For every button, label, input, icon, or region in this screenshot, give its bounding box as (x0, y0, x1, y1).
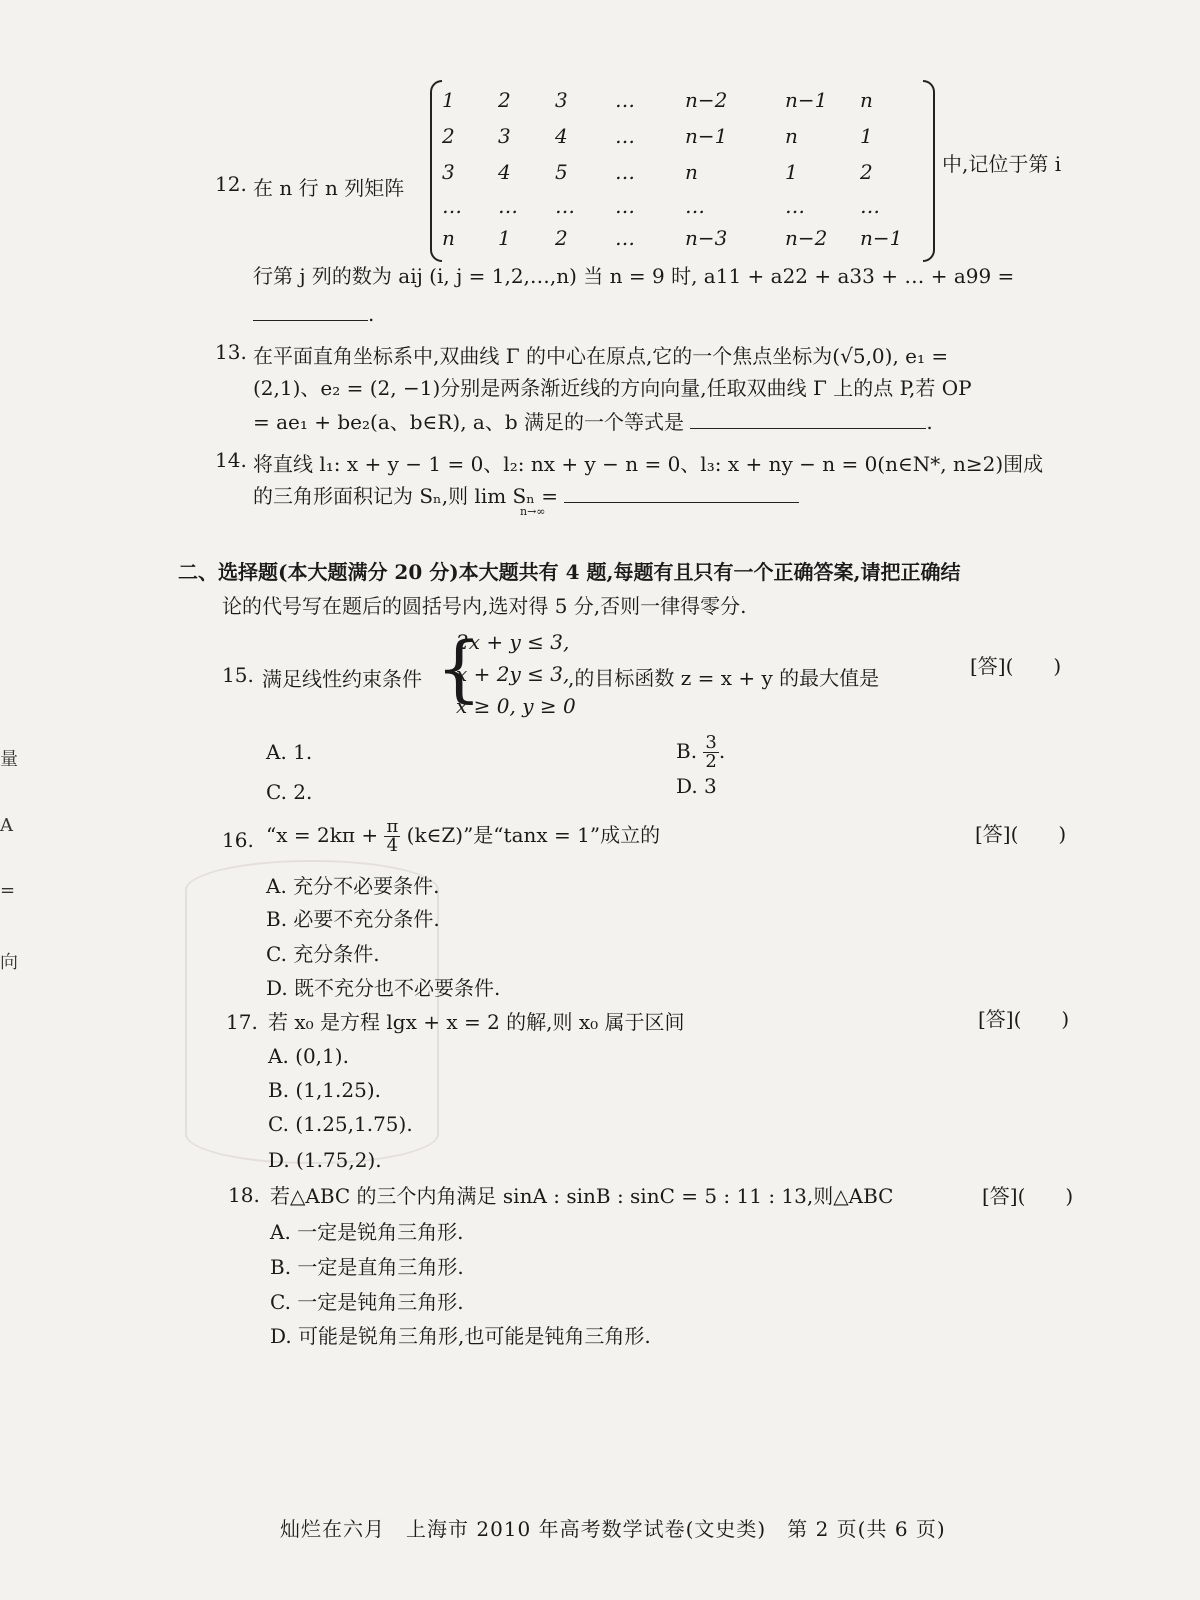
matrix-cell: 2 (442, 124, 455, 148)
matrix-cell: … (442, 194, 462, 218)
matrix-cell: n (442, 226, 455, 250)
matrix-cell: n−1 (785, 88, 828, 112)
matrix-cell: … (615, 226, 635, 250)
q15-prefix: 满足线性约束条件 (262, 667, 422, 691)
q16-option-c[interactable]: C. 充分条件. (266, 942, 380, 966)
q13-line2: (2,1)、e₂ = (2, −1)分别是两条渐近线的方向向量,任取双曲线 Γ 上的点 P,若 OP (253, 376, 972, 400)
q15-answer-slot[interactable]: [答]( ) (970, 654, 1062, 678)
matrix-cell: 4 (555, 124, 568, 148)
q18-option-c[interactable]: C. 一定是钝角三角形. (270, 1290, 464, 1314)
q13-line3-text: = ae₁ + be₂(a、b∈R), a、b 满足的一个等式是 (253, 410, 685, 434)
q14-number: 14. (215, 448, 247, 472)
matrix-cell: … (615, 194, 635, 218)
q16-option-a[interactable]: A. 充分不必要条件. (266, 874, 440, 898)
fraction-numerator: π (386, 816, 399, 837)
q16-post: (k∈Z)”是“tanx = 1”成立的 (406, 823, 661, 847)
matrix-left-bracket (430, 80, 442, 262)
q15-number: 15. (222, 663, 254, 687)
q15-option-b[interactable] (676, 734, 725, 771)
margin-char: = (0, 880, 16, 901)
q15-option-b-fraction (703, 734, 718, 771)
q17-number: 17. (226, 1010, 258, 1034)
matrix-cell: n−1 (685, 124, 728, 148)
q12-number: 12. (215, 172, 247, 196)
q17-option-d[interactable]: D. (1.75,2). (268, 1148, 382, 1172)
margin-char: A (0, 815, 13, 836)
bleed-through-text (210, 88, 227, 113)
q15-suffix: ,的目标函数 z = x + y 的最大值是 (568, 666, 880, 690)
q18-number: 18. (228, 1183, 260, 1207)
q18-option-d[interactable]: D. 可能是锐角三角形,也可能是钝角三角形. (270, 1324, 651, 1348)
fraction-numerator: 3 (705, 732, 717, 753)
q18-option-b[interactable]: B. 一定是直角三角形. (270, 1255, 464, 1279)
q12-matrix (430, 80, 935, 260)
q13-answer-blank[interactable] (690, 408, 926, 429)
matrix-cell: n−2 (785, 226, 828, 250)
matrix-cell: n (685, 160, 698, 184)
matrix-right-bracket (923, 80, 935, 262)
q17-option-a[interactable]: A. (0,1). (268, 1044, 349, 1068)
matrix-cell: … (615, 124, 635, 148)
q17-option-b[interactable]: B. (1,1.25). (268, 1078, 381, 1102)
matrix-cell: n−1 (860, 226, 903, 250)
q16-text (266, 818, 660, 855)
q14-answer-blank[interactable] (564, 482, 799, 503)
matrix-cell: 1 (498, 226, 511, 250)
matrix-cell: n (785, 124, 798, 148)
q16-option-d[interactable]: D. 既不充分也不必要条件. (266, 976, 501, 1000)
matrix-cell: … (615, 88, 635, 112)
q15-brace: { (436, 626, 482, 710)
matrix-cell: … (860, 194, 880, 218)
q14-line1: 将直线 l₁: x + y − 1 = 0、l₂: nx + y − n = 0、l₃: x + ny − n = 0(n∈N*, n≥2)围成 (253, 452, 1044, 476)
q12-line2: 行第 j 列的数为 aij (i, j = 1,2,…,n) 当 n = 9 时, a11 + a22 + a33 + … + a99 = (253, 264, 1015, 288)
q17-text: 若 x₀ 是方程 lgx + x = 2 的解,则 x₀ 属于区间 (268, 1010, 685, 1034)
matrix-cell: 1 (785, 160, 798, 184)
fraction-denominator: 4 (386, 835, 399, 856)
matrix-cell: 2 (498, 88, 511, 112)
matrix-cell: … (785, 194, 805, 218)
matrix-cell: … (555, 194, 575, 218)
q12-end: . (368, 302, 375, 326)
matrix-cell: … (498, 194, 518, 218)
q18-option-a[interactable]: A. 一定是锐角三角形. (270, 1220, 464, 1244)
q15-option-c[interactable]: C. 2. (266, 780, 313, 804)
q16-option-b[interactable]: B. 必要不充分条件. (266, 907, 440, 931)
matrix-cell: 3 (498, 124, 511, 148)
margin-char: 向 (0, 952, 18, 973)
q15-option-a[interactable]: A. 1. (266, 740, 313, 764)
q13-line1: 在平面直角坐标系中,双曲线 Γ 的中心在原点,它的一个焦点坐标为(√5,0), e₁ = (253, 344, 949, 368)
q16-fraction (384, 818, 400, 855)
matrix-cell: 3 (442, 160, 455, 184)
matrix-cell: … (615, 160, 635, 184)
q15-option-b-label: B. (676, 739, 698, 763)
matrix-cell: 2 (555, 226, 568, 250)
matrix-cell: n (860, 88, 873, 112)
q12-suffix: 中,记位于第 i (942, 152, 1062, 176)
q15-constraint-1: 2x + y ≤ 3, (456, 630, 570, 654)
page-footer: 灿烂在六月 上海市 2010 年高考数学试卷(文史类) 第 2 页(共 6 页) (280, 1517, 946, 1541)
q12-answer-blank[interactable] (253, 300, 374, 326)
q15-option-d[interactable]: D. 3 (676, 774, 717, 798)
matrix-cell: 3 (555, 88, 568, 112)
q16-pre: “x = 2kπ + (266, 823, 379, 847)
q13-number: 13. (215, 340, 247, 364)
section2-line1: 二、选择题(本大题满分 20 分)本大题共有 4 题,每题有且只有一个正确答案,请把正确结 (178, 560, 961, 584)
matrix-cell: 5 (555, 160, 568, 184)
margin-char: 量 (0, 749, 18, 770)
q15-constraint-2: x + 2y ≤ 3, (456, 662, 570, 686)
q13-end: . (926, 410, 933, 434)
matrix-cell: n−3 (685, 226, 728, 250)
q12-prefix: 在 n 行 n 列矩阵 (253, 176, 405, 200)
q16-answer-slot[interactable]: [答]( ) (975, 822, 1067, 846)
q13-line3 (253, 406, 933, 435)
matrix-cell: n−2 (685, 88, 728, 112)
matrix-cell: … (685, 194, 705, 218)
q17-answer-slot[interactable]: [答]( ) (978, 1007, 1070, 1031)
section2-line2: 论的代号写在题后的圆括号内,选对得 5 分,否则一律得零分. (222, 594, 747, 618)
matrix-cell: 1 (860, 124, 873, 148)
matrix-cell: 4 (498, 160, 511, 184)
q17-option-c[interactable]: C. (1.25,1.75). (268, 1112, 413, 1136)
q16-number: 16. (222, 828, 254, 852)
q14-lim-subscript: n→∞ (520, 505, 546, 518)
matrix-cell: 2 (860, 160, 873, 184)
q15-constraint-3: x ≥ 0, y ≥ 0 (456, 694, 576, 718)
matrix-cell: 1 (442, 88, 455, 112)
q15-option-b-end: . (718, 739, 726, 763)
q18-text: 若△ABC 的三个内角满足 sinA : sinB : sinC = 5 : 11 : 13,则△ABC (270, 1184, 894, 1208)
fraction-denominator: 2 (705, 751, 717, 772)
q14-line2-text: 的三角形面积记为 Sₙ,则 lim Sₙ = (253, 484, 559, 508)
q18-answer-slot[interactable]: [答]( ) (982, 1184, 1074, 1208)
